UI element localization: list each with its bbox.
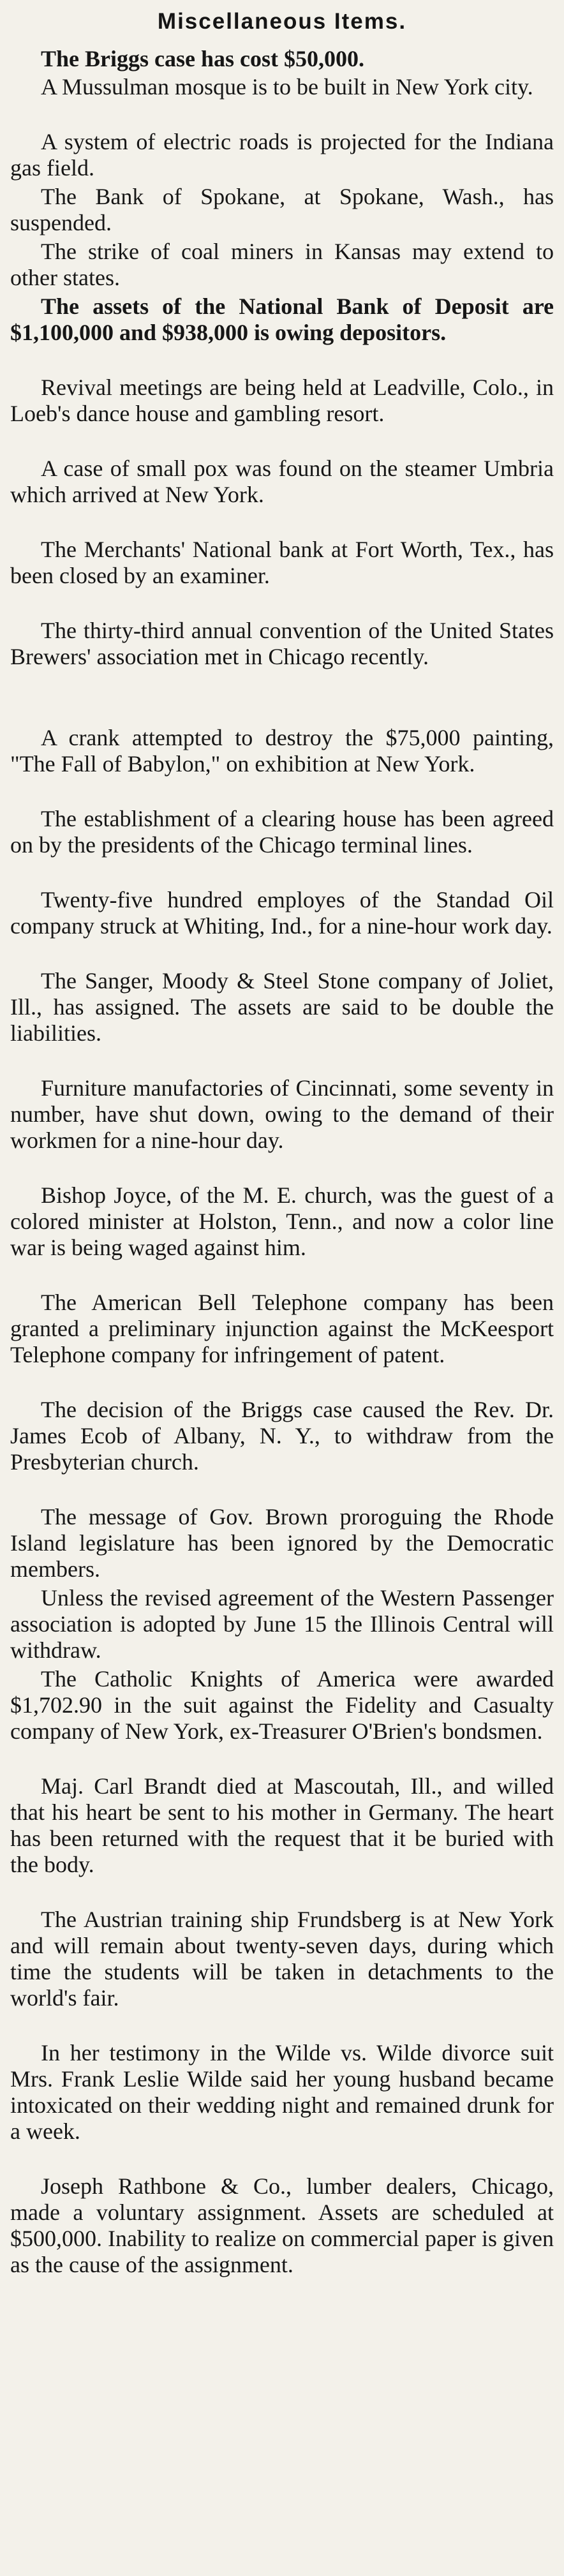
news-item: Revival meetings are being held at Leadville, Colo., in Loeb's dance house and gambling resort.: [10, 375, 554, 426]
news-item: Furniture manufactories of Cincinnati, some seventy in number, have shut down, owing to the demand of their workmen for a nine-hour day.: [10, 1075, 554, 1153]
news-item: The Sanger, Moody & Steel Stone company of Joliet, Ill., has assigned. The assets are said to be double the liabilities.: [10, 968, 554, 1046]
news-item: The Austrian training ship Frundsberg is at New York and will remain about twenty-seven days, during which time the students will be taken in detachments to the world's fair.: [10, 1907, 554, 2011]
news-item: The thirty-third annual convention of the United States Brewers' association met in Chicago recently.: [10, 618, 554, 669]
news-item: The decision of the Briggs case caused the Rev. Dr. James Ecob of Albany, N. Y., to withdraw from the Presbyterian church.: [10, 1397, 554, 1475]
news-item: Unless the revised agreement of the Western Passenger association is adopted by June 15 the Illinois Central will withdraw.: [10, 1585, 554, 1663]
news-item: The Catholic Knights of America were awarded $1,702.90 in the suit against the Fidelity and Casualty company of New York, ex-Treasurer O'Brien's bondsmen.: [10, 1666, 554, 1744]
column-heading: Miscellaneous Items.: [157, 9, 407, 34]
news-item: The assets of the National Bank of Deposit are $1,100,000 and $938,000 is owing depositors.: [10, 294, 554, 345]
news-item: Maj. Carl Brandt died at Mascoutah, Ill., and willed that his heart be sent to his mother in Germany. The heart has been returned with the request that it be buried with the body.: [10, 1773, 554, 1877]
news-item: The Briggs case has cost $50,000.: [41, 46, 364, 71]
news-item: Joseph Rathbone & Co., lumber dealers, Chicago, made a voluntary assignment. Assets are scheduled at $500,000. Inability to realize on commercial paper is given as the cause of the assignment.: [10, 2173, 554, 2277]
news-item: A system of electric roads is projected for the Indiana gas field.: [10, 129, 554, 181]
news-item: The American Bell Telephone company has been granted a preliminary injunction against the McKeesport Telephone company for infringement of patent.: [10, 1290, 554, 1367]
news-item: A case of small pox was found on the steamer Umbria which arrived at New York.: [10, 456, 554, 507]
news-item: A Mussulman mosque is to be built in New York city.: [41, 74, 533, 100]
news-item: Twenty-five hundred employes of the Standad Oil company struck at Whiting, Ind., for a nine-hour work day.: [10, 887, 554, 939]
news-item: The establishment of a clearing house has been agreed on by the presidents of the Chicago terminal lines.: [10, 806, 554, 858]
news-item: Bishop Joyce, of the M. E. church, was the guest of a colored minister at Holston, Tenn., and now a color line war is being waged against him.: [10, 1182, 554, 1260]
news-item: The Bank of Spokane, at Spokane, Wash., has suspended.: [10, 184, 554, 235]
news-item: A crank attempted to destroy the $75,000 painting, "The Fall of Babylon," on exhibition at New York.: [10, 725, 554, 777]
news-item: In her testimony in the Wilde vs. Wilde divorce suit Mrs. Frank Leslie Wilde said her young husband became intoxicated on their wedding night and remained drunk for a week.: [10, 2040, 554, 2144]
newspaper-column: [6, 0, 558, 2576]
news-item: The message of Gov. Brown proroguing the Rhode Island legislature has been ignored by the Democratic members.: [10, 1504, 554, 1582]
news-item: The strike of coal miners in Kansas may extend to other states.: [10, 239, 554, 290]
news-item: The Merchants' National bank at Fort Worth, Tex., has been closed by an examiner.: [10, 537, 554, 588]
